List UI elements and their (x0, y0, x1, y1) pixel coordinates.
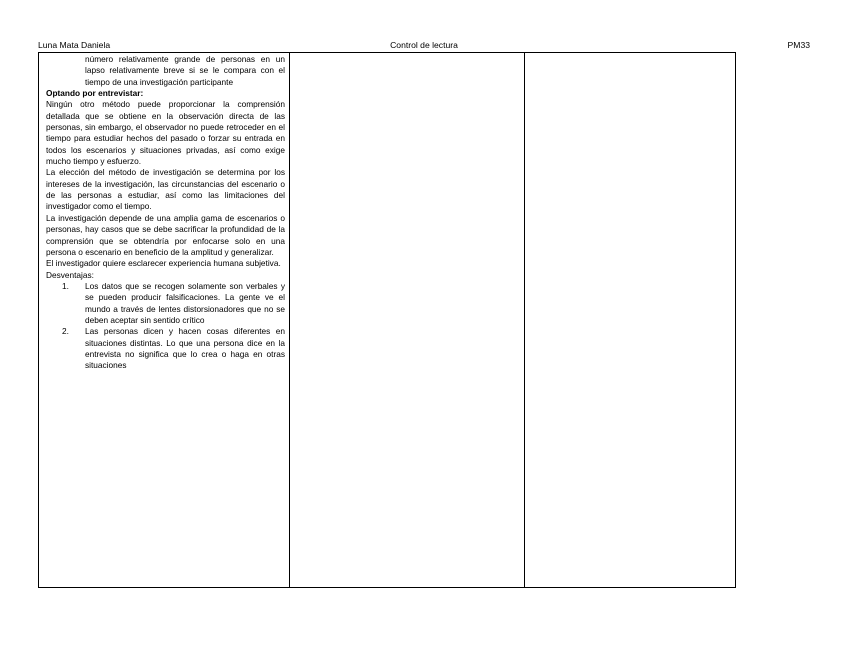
continued-text: número relativamente grande de personas en un lapso relativamente breve si se le compara con el tiempo de una investigación participante (85, 54, 285, 87)
disadvantages-label: Desventajas: (46, 269, 94, 280)
document-title: Control de lectura (390, 40, 458, 50)
paragraph: Ningún otro método puede proporcionar la comprensión detallada que se obtiene en la observación directa de las personas, sin embargo, el observador no puede retroceder en el tiempo para estudiar hechos del pasado o forzar su entrada en todos los escenarios y situaciones privadas, así como exige mucho tiempo y esfuerzo. (46, 99, 285, 167)
page-header (38, 40, 810, 51)
list-item (46, 326, 285, 371)
paragraph: La elección del método de investigación se determina por los intereses de la investigación, las circunstancias del escenario o de las personas a estudiar, así como las limitaciones del investigador como el tiempo. (46, 167, 285, 212)
paragraph: El investigador quiere esclarecer experiencia humana subjetiva. (46, 258, 281, 269)
group-code: PM33 (787, 40, 810, 50)
reading-control-table (38, 52, 736, 588)
list-text: Las personas dicen y hacen cosas diferentes en situaciones distintas. Lo que una persona dice en la entrevista no significa que lo crea o haga en otras situaciones (85, 326, 285, 371)
list-text: Los datos que se recogen solamente son verbales y se pueden producir falsificaciones. La gente ve el mundo a través de lentes distorsionadores que no se deben aceptar sin sentido crítico (85, 280, 285, 325)
table-row (39, 53, 736, 588)
notes-column (39, 53, 290, 588)
list-number: 1. (62, 280, 69, 291)
author-name: Luna Mata Daniela (38, 40, 111, 50)
disadvantages-list (46, 281, 285, 372)
list-number: 2. (62, 326, 69, 337)
list-item (46, 281, 285, 326)
interview-heading: Optando por entrevistar: (46, 88, 144, 99)
empty-column-2 (290, 53, 525, 588)
paragraph: La investigación depende de una amplia gama de escenarios o personas, hay casos que se debe sacrificar la profundidad de la comprensión que se obtendría por enfocarse solo en una persona o escenario en beneficio de la amplitud y generalizar. (46, 212, 285, 257)
empty-column-3 (525, 53, 736, 588)
